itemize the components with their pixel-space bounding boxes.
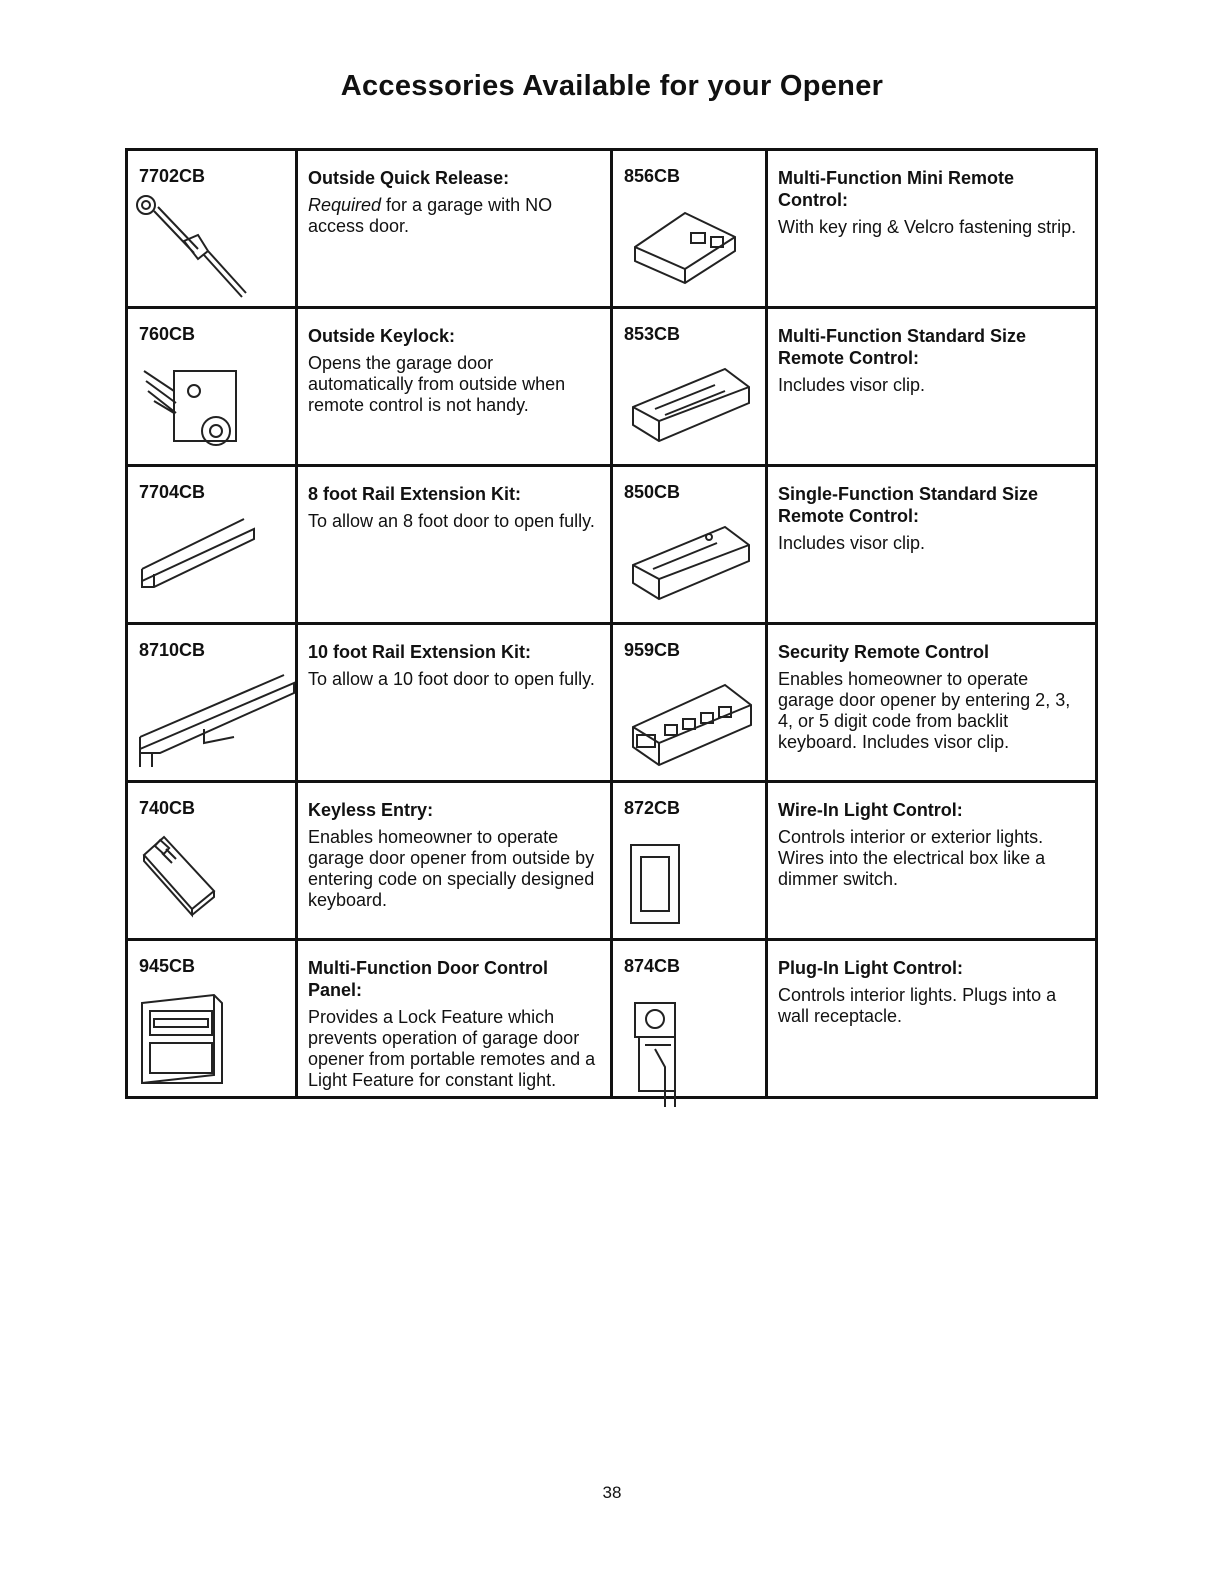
accessory-image-cell (127, 150, 297, 308)
accessory-title: Plug-In Light Control: (778, 958, 963, 978)
rail-extension-icon (134, 509, 264, 604)
accessory-description: Controls interior or exterior lights. Wires into the electrical box like a dimmer switch. (778, 827, 1046, 889)
keylock-icon (134, 351, 254, 466)
accessory-code: 874CB (624, 956, 681, 976)
accessory-description-cell (767, 624, 1097, 782)
accessory-description: With key ring & Velcro fastening strip. (778, 217, 1077, 237)
accessories-table (125, 148, 1098, 1099)
accessory-image-cell (612, 624, 767, 782)
table-row (127, 466, 1097, 624)
accessory-title: Single-Function Standard Size Remote Control: (778, 484, 1039, 526)
keypad-icon (134, 825, 224, 930)
accessory-title: Outside Keylock: (308, 326, 456, 346)
single-remote-icon (625, 523, 755, 608)
accessory-description: To allow an 8 foot door to open fully. (308, 511, 595, 531)
accessory-code: 7704CB (139, 482, 206, 502)
accessory-image-cell (612, 782, 767, 940)
accessory-image-cell (127, 624, 297, 782)
accessory-description: Includes visor clip. (778, 375, 926, 395)
standard-remote-icon (625, 365, 755, 450)
accessory-image-cell (612, 940, 767, 1098)
page-title: Accessories Available for your Opener (340, 70, 884, 102)
accessory-title: Outside Quick Release: (308, 168, 510, 188)
accessory-code: 740CB (139, 798, 196, 818)
accessory-image-cell (612, 308, 767, 466)
accessory-description-cell (767, 308, 1097, 466)
table-row (127, 940, 1097, 1098)
plug-in-control-icon (625, 997, 695, 1122)
accessory-image-cell (127, 308, 297, 466)
accessory-code: 856CB (624, 166, 681, 186)
accessory-image-cell (127, 940, 297, 1098)
door-control-panel-icon (134, 983, 234, 1098)
quick-release-cable-icon (134, 193, 254, 308)
mini-remote-icon (625, 207, 745, 292)
accessory-description-cell (767, 150, 1097, 308)
accessory-title: Multi-Function Standard Size Remote Control: (778, 326, 1026, 368)
accessory-image-cell (127, 782, 297, 940)
accessory-description-emphasis: Required (308, 195, 382, 215)
accessory-title: Multi-Function Door Control Panel: (308, 958, 548, 1000)
accessory-description: Provides a Lock Feature which prevents operation of garage door opener from portable remotes and a Light Feature for constant light. (308, 1007, 596, 1090)
accessory-description-cell (297, 624, 612, 782)
accessory-title: 10 foot Rail Extension Kit: (308, 642, 532, 662)
table-row (127, 624, 1097, 782)
accessory-title: 8 foot Rail Extension Kit: (308, 484, 522, 504)
accessory-code: 760CB (139, 324, 196, 344)
accessory-description-cell (297, 782, 612, 940)
wall-switch-icon (625, 839, 685, 934)
accessory-code: 853CB (624, 324, 681, 344)
accessory-code: 850CB (624, 482, 681, 502)
accessory-description-cell (297, 308, 612, 466)
accessory-description: Enables homeowner to operate garage door opener by entering 2, 3, 4, or 5 digit code from backlit keyboard. Includes visor clip. (778, 669, 1071, 752)
accessory-description-cell (767, 466, 1097, 624)
security-remote-icon (625, 681, 755, 776)
accessory-description: Controls interior lights. Plugs into a wall receptacle. (778, 985, 1057, 1026)
accessory-code: 945CB (139, 956, 196, 976)
accessory-code: 7702CB (139, 166, 206, 186)
accessory-description-cell (297, 940, 612, 1098)
accessory-description-cell (767, 782, 1097, 940)
accessory-code: 8710CB (139, 640, 206, 660)
page-number: 38 (602, 1483, 622, 1502)
accessory-description: for a garage with NO access door. (308, 195, 553, 236)
accessory-code: 959CB (624, 640, 681, 660)
accessory-description-cell (297, 466, 612, 624)
accessory-image-cell (612, 466, 767, 624)
accessory-title: Security Remote Control (778, 642, 990, 662)
accessory-description-cell (767, 940, 1097, 1098)
accessory-description: To allow a 10 foot door to open fully. (308, 669, 595, 689)
accessory-code: 872CB (624, 798, 681, 818)
accessory-image-cell (127, 466, 297, 624)
accessory-title: Keyless Entry: (308, 800, 434, 820)
accessory-description: Opens the garage door automatically from outside when remote control is not handy. (308, 353, 566, 415)
accessory-title: Wire-In Light Control: (778, 800, 963, 820)
accessory-description: Enables homeowner to operate garage door opener from outside by entering code on specially designed keyboard. (308, 827, 595, 910)
table-row (127, 782, 1097, 940)
table-row (127, 150, 1097, 308)
accessory-description-cell (297, 150, 612, 308)
long-rail-extension-icon (134, 667, 304, 772)
table-row (127, 308, 1097, 466)
accessory-image-cell (612, 150, 767, 308)
accessory-description: Includes visor clip. (778, 533, 926, 553)
accessory-title: Multi-Function Mini Remote Control: (778, 168, 1014, 210)
